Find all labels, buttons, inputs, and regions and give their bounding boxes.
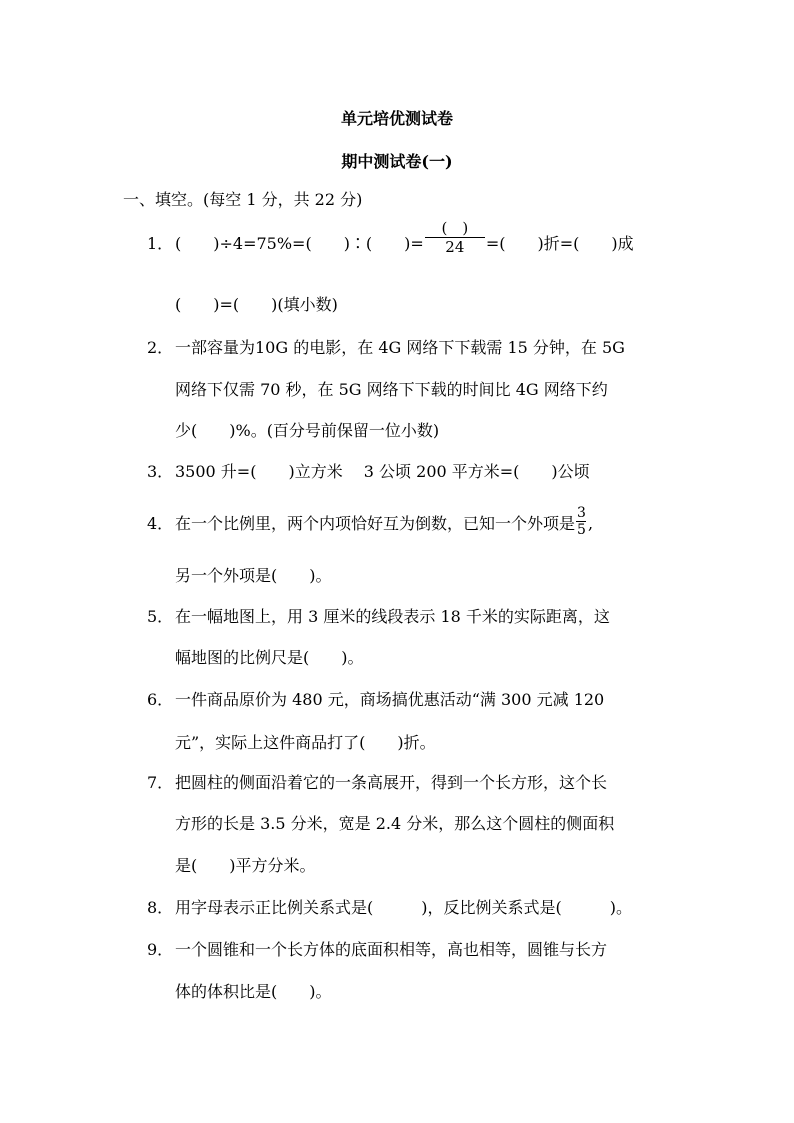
q7-line-2: 方形的长是 3.5 分米，宽是 2.4 分米，那么这个圆柱的侧面积 — [175, 814, 615, 833]
q9-line-2: 体的体积比是( )。 — [175, 982, 332, 1001]
question-7 — [147, 773, 607, 793]
q8-line-1: 用字母表示正比例关系式是( )，反比例关系式是( )。 — [175, 898, 632, 917]
q4-line-2: 另一个外项是( )。 — [175, 566, 332, 585]
question-number: 3． — [147, 462, 174, 481]
q6-line-2: 元”，实际上这件商品打了( )折。 — [175, 733, 436, 752]
q7-line-3: 是( )平方分米。 — [175, 856, 316, 875]
q5-line-1: 在一幅地图上，用 3 厘米的线段表示 18 千米的实际距离，这 — [175, 607, 610, 626]
q9-line-1: 一个圆锥和一个长方体的底面积相等，高也相等，圆锥与长方 — [175, 940, 608, 959]
question-number: 5． — [147, 607, 174, 626]
section-heading: 一、填空。(每空 1 分，共 22 分) — [123, 190, 363, 209]
question-1-line-2: ( )=( )(填小数) — [175, 295, 338, 314]
question-number: 7． — [147, 773, 174, 792]
question-number: 9． — [147, 940, 174, 959]
q4-line-1: 在一个比例里，两个内项恰好互为倒数，已知一个外项是 — [175, 514, 576, 533]
question-number: 1． — [147, 234, 174, 253]
q1-part-b: =( )折=( )成 — [485, 234, 634, 253]
q1-fraction-numerator: ( ) — [441, 219, 469, 237]
question-8 — [147, 898, 632, 918]
q1-fraction-denominator: 24 — [445, 238, 465, 256]
question-number: 8． — [147, 898, 174, 917]
q3-line-1: 3500 升=( )立方米 3 公顷 200 平方米=( )公顷 — [175, 462, 590, 481]
question-1 — [147, 219, 634, 256]
question-number: 6． — [147, 690, 174, 709]
q4-comma: , — [587, 514, 594, 533]
question-2 — [147, 338, 625, 358]
q2-line-2: 网络下仅需 70 秒，在 5G 网络下下载的时间比 4G 网络下约 — [175, 380, 608, 399]
q1-fraction — [425, 219, 485, 256]
question-number: 4． — [147, 514, 174, 533]
question-9 — [147, 940, 607, 960]
q5-line-2: 幅地图的比例尺是( )。 — [175, 648, 364, 667]
page-title: 单元培优测试卷 — [340, 109, 453, 128]
question-5 — [147, 607, 610, 627]
question-4 — [147, 505, 594, 538]
q1-part-a: ( )÷4=75%=( )∶( )= — [175, 234, 424, 253]
question-number: 2． — [147, 338, 174, 357]
q4-fraction-numerator: 3 — [577, 505, 586, 521]
q2-line-3: 少( )%。(百分号前保留一位小数) — [175, 421, 440, 440]
q6-line-1: 一件商品原价为 480 元，商场搞优惠活动“满 300 元减 120 — [175, 690, 605, 709]
question-6 — [147, 690, 604, 710]
q4-fraction — [576, 505, 587, 538]
question-3 — [147, 462, 590, 482]
q7-line-1: 把圆柱的侧面沿着它的一条高展开，得到一个长方形，这个长 — [175, 773, 608, 792]
q4-fraction-denominator: 5 — [577, 522, 586, 538]
q2-line-1: 一部容量为10G 的电影，在 4G 网络下下载需 15 分钟，在 5G — [175, 338, 625, 357]
page-subtitle: 期中测试卷(一) — [341, 152, 453, 171]
